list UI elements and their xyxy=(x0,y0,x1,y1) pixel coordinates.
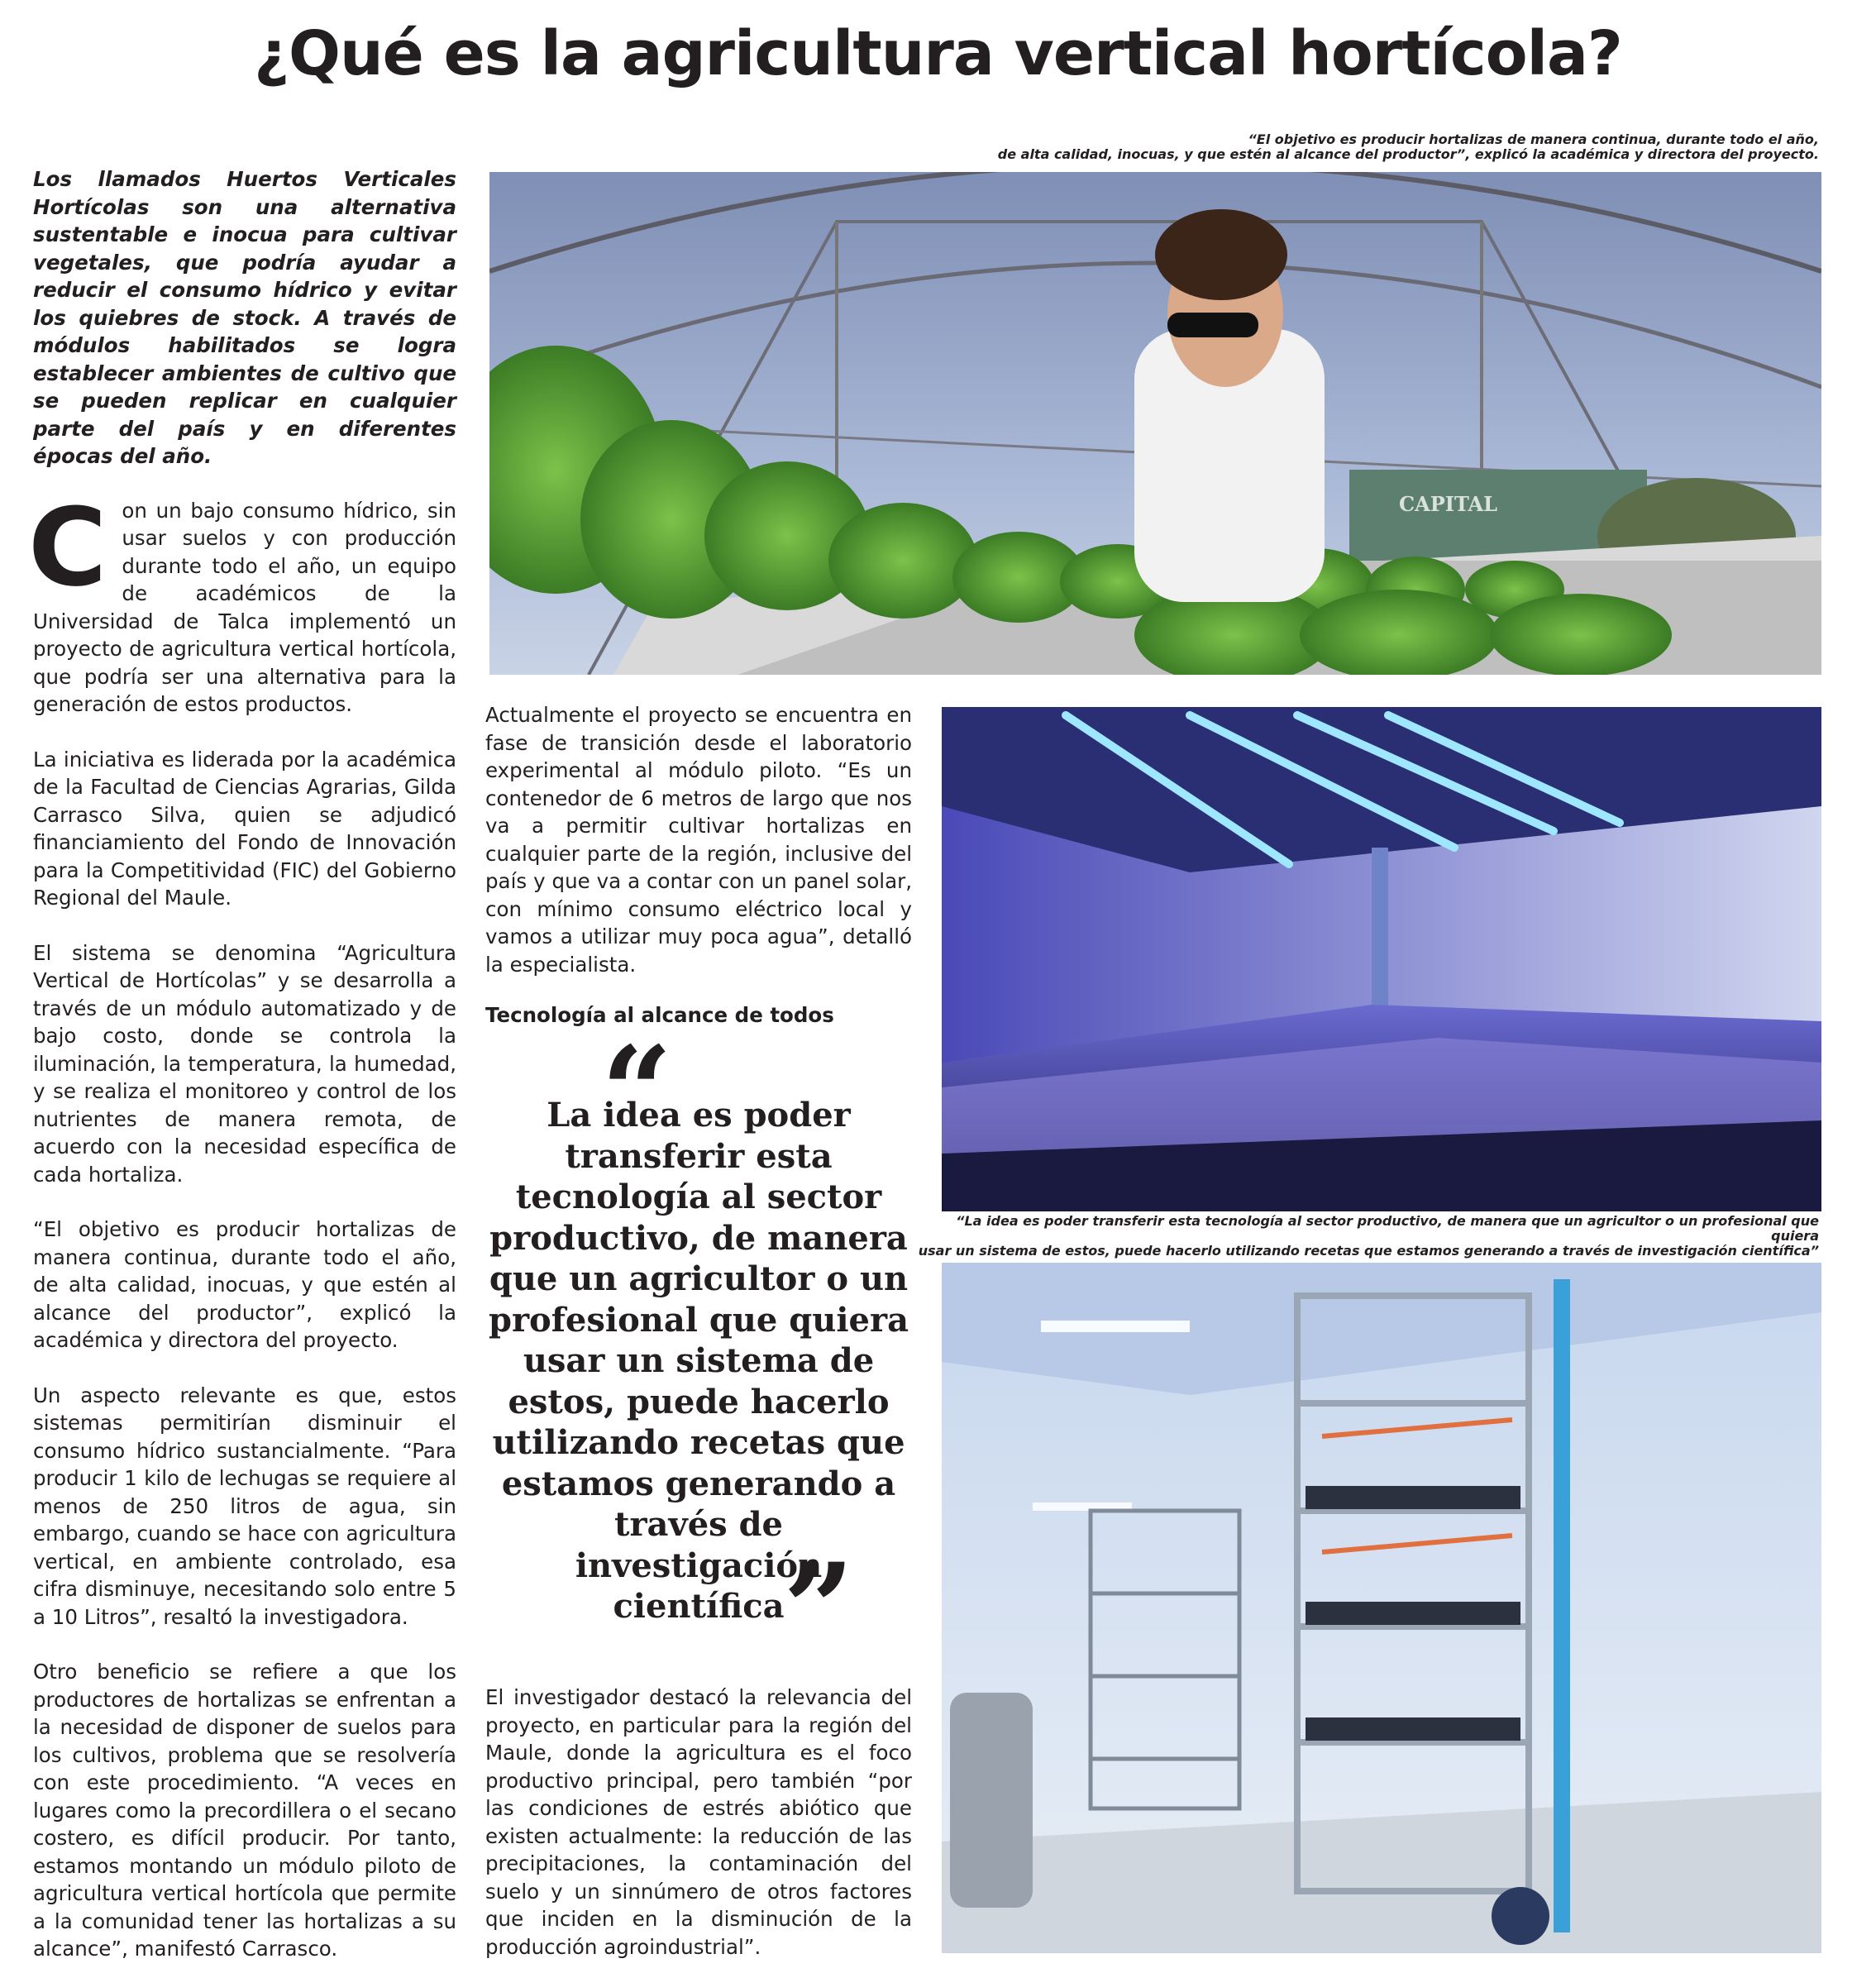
body-paragraph: El sistema se denomina “Agricultura Vertical de Hortícolas” y se desarrolla a través de un módulo automatizado y de bajo costo, donde se controla la iluminación, la temperatura, la humedad, y se realiza el monitoreo y control de los nutrientes de manera remota, de acuerdo con la necesidad específica de cada hortaliza. xyxy=(33,940,456,1187)
left-column xyxy=(28,165,456,1963)
body-paragraph: Actualmente el proyecto se encuentra en fase de transición desde el laboratorio experimental al módulo piloto. “Es un contenedor de 6 metros de largo que nos va a permitir cultivar hortalizas en cualquier parte de la región, inclusive del país y que va a contar con un panel solar, con mínimo consumo eléctrico local y vamos a utilizar muy poca agua”, detalló la especialista. xyxy=(485,703,912,977)
drop-cap: C xyxy=(28,484,107,610)
body-paragraph: Un aspecto relevante es que, estos sistemas permitirían disminuir el consumo hídrico sustancialmente. “Para producir 1 kilo de lechugas se requiere al menos de 250 litros de agua, sin embargo, cuando se hace con agricultura vertical, en ambiente controlado, esa cifra disminuye, necesitando solo entre 5 a 10 Litros”, resaltó la investigadora. xyxy=(33,1383,456,1629)
caption-line: usar un sistema de estos, puede hacerlo utilizando recetas que estamos generando a través de investigación científica” xyxy=(918,1243,1819,1259)
led-seedling-tray-photo xyxy=(942,707,1821,1211)
container-sign: CAPITAL xyxy=(1399,492,1498,516)
close-quote-mark: ” xyxy=(783,1536,855,1682)
shelving-room-photo xyxy=(942,1263,1821,1953)
headline: ¿Qué es la agricultura vertical hortícola? xyxy=(254,18,1622,89)
opening-paragraph xyxy=(28,484,456,719)
body-paragraph: El investigador destacó la relevancia del proyecto, en particular para la región del Maule, donde la agricultura es el foco productivo principal, pero también “por las condiciones de estrés abiótico que existen actualmente: la reducción de las precipitaciones, la contaminación del suelo y un sinnúmero de otros factores que inciden en la disminución de la producción agroindustrial”. xyxy=(485,1685,912,1959)
body-paragraph: on un bajo consumo hídrico, sin usar suelos y con producción durante todo el año, un equipo de académicos de la Universidad de Talca implementó un proyecto de agricultura vertical hortícola, que podría ser una alternativa para la generación de estos productos. xyxy=(33,498,456,716)
body-paragraph: La iniciativa es liderada por la académica de la Facultad de Ciencias Agrarias, Gilda Carrasco Silva, quien se adjudicó financiamiento del Fondo de Innovación para la Competitividad (FIC) del Gobierno Regional del Maule. xyxy=(33,747,456,910)
open-quote-mark: “ xyxy=(601,1020,673,1165)
lede-paragraph: Los llamados Huertos Verticales Hortícolas son una alternativa sustentable e inocua para cultivar vegetales, que podría ayudar a reducir el consumo hídrico y evitar los quiebres de stock. A través de módulos habilitados se logra establecer ambientes de cultivo que se pueden replicar en cualquier parte del país y en diferentes épocas del año. xyxy=(33,167,456,468)
body-paragraph: “El objetivo es producir hortalizas de manera continua, durante todo el año, de alta calidad, inocuas, y que estén al alcance del productor”, explicó la académica y directora del proyecto. xyxy=(33,1217,456,1352)
greenhouse-photo xyxy=(489,172,1821,675)
photo-caption-top xyxy=(744,132,1819,162)
caption-line: “La idea es poder transferir esta tecnología al sector productivo, de manera que un agricultor o un profesional que quiera xyxy=(956,1213,1819,1244)
middle-column xyxy=(485,701,912,1961)
caption-line: de alta calidad, inocuas, y que estén al alcance del productor”, explicó la académica y directora del proyecto. xyxy=(997,146,1819,162)
pull-quote xyxy=(485,1020,912,1684)
photo-caption-middle xyxy=(909,1214,1819,1259)
pull-quote-text: La idea es poder transferir esta tecnología al sector productivo, de manera que un agricultor o un profesional que quiera usar un sistema de estos, puede hacerlo utilizando recetas que estamos generando a través de investigación científica xyxy=(488,1096,909,1626)
body-paragraph: Otro beneficio se refiere a que los productores de hortalizas se enfrentan a la necesidad de disponer de suelos para los cultivos, problema que se resolvería con este procedimiento. “A veces en lugares como la precordillera o el secano costero, es difícil producir. Por tanto, estamos montando un módulo piloto de agricultura vertical hortícola que permite a la comunidad tener las hortalizas a su alcance”, manifestó Carrasco. xyxy=(33,1660,456,1961)
section-subhead: Tecnología al alcance de todos xyxy=(485,1003,834,1027)
caption-line: “El objetivo es producir hortalizas de manera continua, durante todo el año, xyxy=(1248,131,1819,147)
